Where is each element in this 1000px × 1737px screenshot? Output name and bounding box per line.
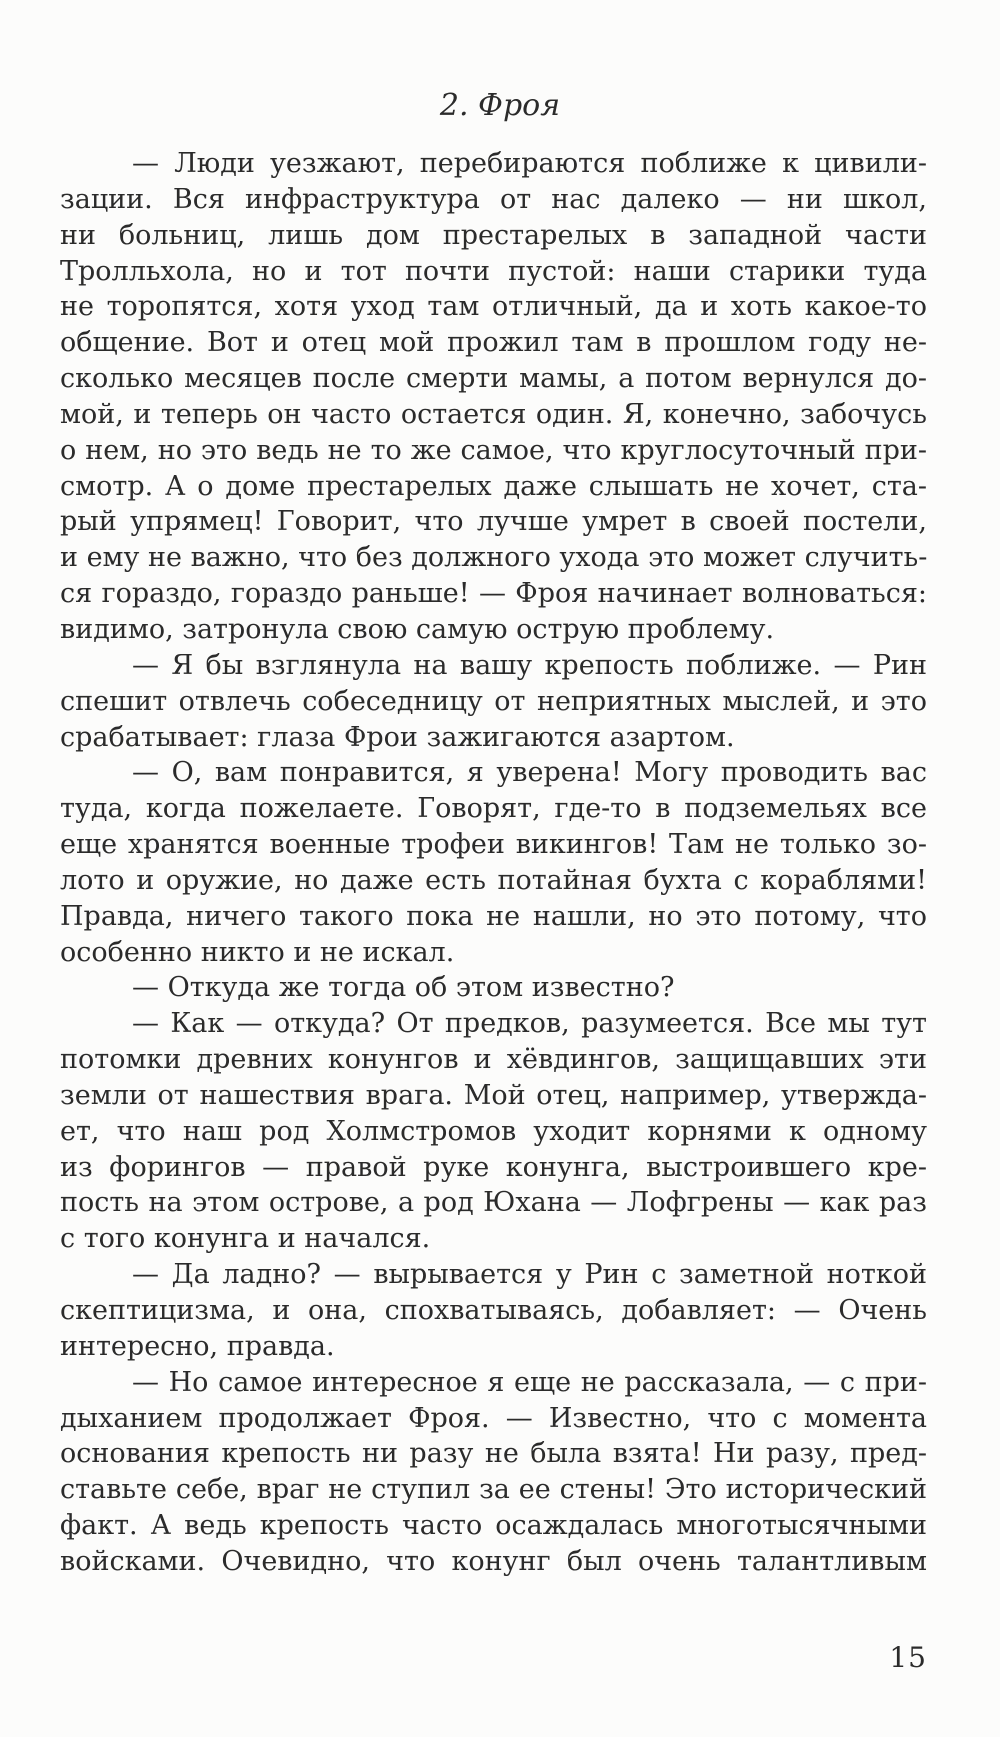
text-line: ставьте себе, враг не ступил за ее стены! Это исторический	[60, 1474, 927, 1506]
text-line: ни больниц, лишь дом престарелых в западной части	[60, 219, 927, 251]
text-line: общение. Вот и отец мой прожил там в прошлом году не-	[60, 327, 927, 359]
text-line: интересно, правда.	[60, 1330, 335, 1362]
page-number: 15	[889, 1641, 927, 1674]
text-line: особенно никто и не искал.	[60, 936, 455, 968]
text-line: из форингов — правой руке конунга, выстроившего кре-	[60, 1151, 927, 1183]
text-line: спешит отвлечь собеседницу от неприятных мыслей, и это	[60, 685, 927, 717]
body-text	[60, 146, 927, 1580]
text-line: — Но самое интересное я еще не рассказала, — с при-	[132, 1366, 927, 1398]
text-line: — О, вам понравится, я уверена! Могу проводить вас	[132, 757, 927, 789]
text-line: видимо, затронула свою самую острую проблему.	[60, 613, 775, 645]
text-line: и ему не важно, что без должного ухода это может случить-	[60, 542, 927, 574]
text-line: смотр. А о доме престарелых даже слышать не хочет, ста-	[60, 470, 927, 502]
text-line: мой, и теперь он часто остается один. Я, конечно, забочусь	[60, 398, 927, 430]
text-line: пость на этом острове, а род Юхана — Лофгрены — как раз	[60, 1187, 927, 1219]
text-line: потомки древних конунгов и хёвдингов, защищавших эти	[60, 1044, 927, 1076]
text-line: скептицизма, и она, спохватываясь, добавляет: — Очень	[60, 1295, 927, 1326]
text-line: сколько месяцев после смерти мамы, а потом вернулся до-	[60, 363, 927, 395]
text-line: ет, что наш род Холмстромов уходит корнями к одному	[60, 1115, 927, 1147]
text-line: основания крепость ни разу не была взята! Ни разу, пред-	[60, 1438, 927, 1470]
text-line: — Откуда же тогда об этом известно?	[132, 972, 675, 1004]
text-line: Правда, ничего такого пока не нашли, но это потому, что	[60, 900, 927, 932]
text-line: о нем, но это ведь не то же самое, что круглосуточный при-	[60, 434, 927, 466]
text-line: дыханием продолжает Фроя. — Известно, что с момента	[60, 1402, 927, 1434]
text-line: рый упрямец! Говорит, что лучше умрет в своей постели,	[60, 506, 927, 538]
text-line: Тролльхола, но и тот почти пустой: наши старики туда	[60, 255, 927, 287]
text-line: срабатывает: глаза Фрои зажигаются азартом.	[60, 721, 735, 753]
text-line: ся гораздо, гораздо раньше! — Фроя начинает волноваться:	[60, 578, 927, 610]
text-line: факт. А ведь крепость часто осаждалась многотысячными	[60, 1510, 927, 1542]
text-line: зации. Вся инфраструктура от нас далеко — ни школ,	[60, 183, 927, 215]
text-line: — Я бы взглянула на вашу крепость поближе. — Рин	[132, 649, 927, 681]
text-line: войсками. Очевидно, что конунг был очень талантливым	[60, 1545, 927, 1577]
running-head: 2. Фроя	[439, 88, 561, 123]
text-line: туда, когда пожелаете. Говорят, где-то в подземельях все	[60, 793, 927, 825]
text-line: — Да ладно? — вырывается у Рин с заметной ноткой	[132, 1259, 927, 1291]
text-line: — Как — откуда? От предков, разумеется. Все мы тут	[132, 1008, 927, 1040]
text-line: не торопятся, хотя уход там отличный, да и хоть какое-то	[60, 291, 927, 323]
text-line: с того конунга и начался.	[60, 1223, 431, 1255]
text-line: лото и оружие, но даже есть потайная бухта с кораблями!	[60, 864, 927, 896]
text-line: земли от нашествия врага. Мой отец, например, утвержда-	[60, 1079, 927, 1111]
text-line: еще хранятся военные трофеи викингов! Там не только зо-	[60, 829, 927, 861]
text-line: — Люди уезжают, перебираются поближе к цивили-	[132, 148, 927, 179]
